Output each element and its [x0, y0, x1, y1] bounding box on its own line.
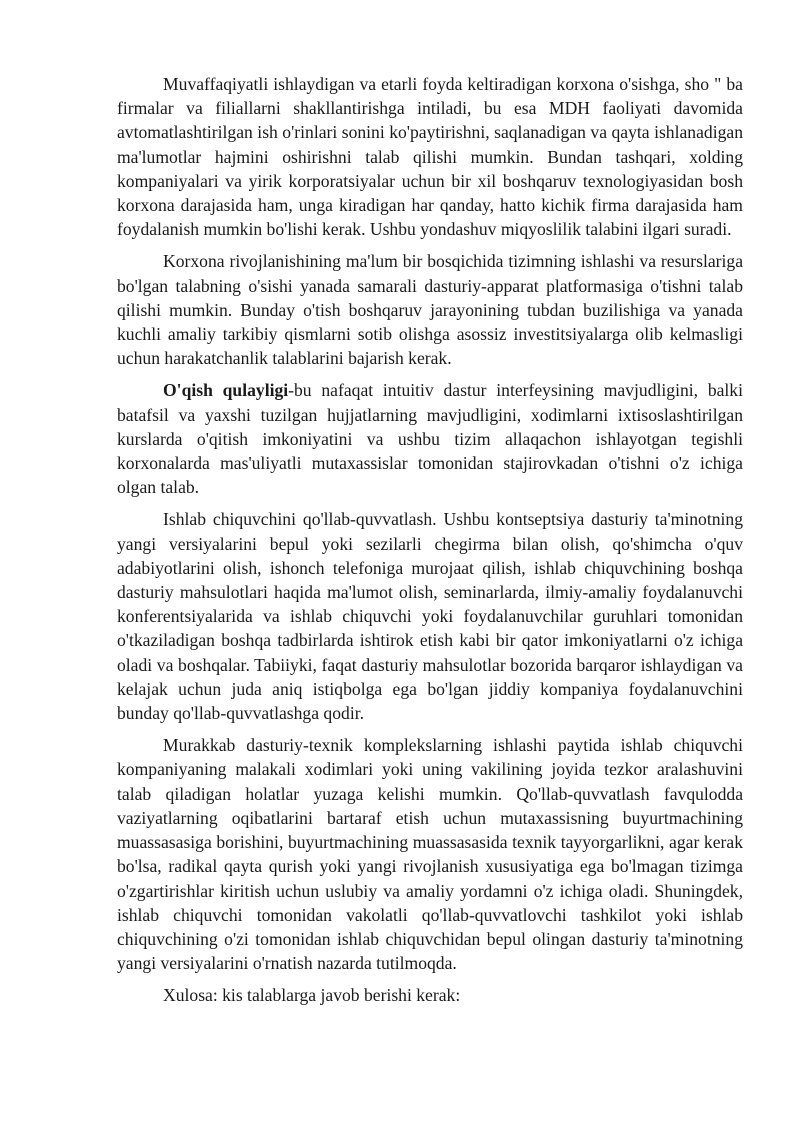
paragraph-onsite-support: Murakkab dasturiy-texnik komplekslarning ishlashi paytida ishlab chiquvchi kompaniyaning malakali xodimlari yoki uning vakilining joyida tezkor aralashuvini talab qiladigan holatlar yuzaga kelishi mumkin. Qo'llab-quvvatlash favqulodda vaziyatlarning oqibatlarini bartaraf etish uchun mutaxassisning buyurtmachining muassasasiga borishini, buyurtmachining muassasasida texnik tayyorgarlikni, agar kerak bo'lsa, radikal qayta qurish yoki yangi rivojlanish xususiyatiga ega bo'lmagan tizimga o'zgartirishlar kiritish uchun uslubiy va amaliy yordamni o'z ichiga oladi. Shuningdek, ishlab chiquvchi tomonidan vakolatli qo'llab-quvvatlovchi tashkilot yoki ishlab chiquvchining o'zi tomonidan ishlab chiquvchidan bepul olingan dasturiy ta'minotning yangi versiyalarini o'rnatish nazarda tutilmoqda.	[117, 735, 743, 974]
term-ease-of-learning: O'qish qulayligi	[163, 380, 289, 401]
document-page	[117, 72, 743, 1016]
paragraph-scalability: Muvaffaqiyatli ishlaydigan va etarli foyda keltiradigan korxona o'sishga, sho " ba firmalar va filiallarni shakllantirishga intiladi, bu esa MDH faoliyati davomida avtomatlashtirilgan ish o'rinlari sonini ko'paytirishni, saqlanadigan va qayta ishlanadigan ma'lumotlar hajmini oshirishni talab qilishi mumkin. Bundan tashqari, xolding kompaniyalari va yirik korporatsiyalar uchun bir xil boshqaruv texnologiyasidan bosh korxona darajasida ham, unga kiradigan har qanday, hatto kichik firma darajasida ham foydalanish mumkin bo'lishi kerak. Ushbu yondashuv miqyoslilik talabini ilgari suradi.	[117, 74, 743, 240]
paragraph-conclusion: Xulosa: kis talablarga javob berishi kerak:	[163, 985, 461, 1006]
paragraph-mobility: Korxona rivojlanishining ma'lum bir bosqichida tizimning ishlashi va resurslariga bo'lgan talabning o'sishi yanada samarali dasturiy-apparat platformasiga o'tishni talab qilishi mumkin. Bunday o'tish boshqaruv jarayonining tubdan buzilishiga va yanada kuchli amaliy tarkibiy qismlarni sotib olishga asossiz investitsiyalarga olib kelmasligi uchun harakatchanlik talablarini bajarish kerak.	[117, 251, 743, 369]
paragraph-ease-of-learning	[117, 378, 743, 499]
paragraph-developer-support: Ishlab chiquvchini qo'llab-quvvatlash. Ushbu kontseptsiya dasturiy ta'minotning yangi versiyalarini bepul yoki sezilarli chegirma bilan olish, qo'shimcha o'quv adabiyotlarini olish, ishonch telefoniga murojaat qilish, ishlab chiquvchining boshqa dasturiy mahsulotlari haqida ma'lumot olish, seminarlarda, ilmiy-amaliy foydalanuvchi konferentsiyalarida va ishlab chiquvchi yoki foydalanuvchilar guruhlari tomonidan o'tkaziladigan boshqa tadbirlarda ishtirok etish kabi bir qator imkoniyatlarni o'z ichiga oladi va boshqalar. Tabiiyki, faqat dasturiy mahsulotlar bozorida barqaror ishlaydigan va kelajak uchun juda aniq istiqbolga ega bo'lgan jiddiy kompaniya foydalanuvchini bunday qo'llab-quvvatlashga qodir.	[117, 509, 743, 724]
paragraph-ease-of-learning-body: -bu nafaqat intuitiv dastur interfeysining mavjudligini, balki batafsil va yaxshi tuzilgan hujjatlarning mavjudligini, xodimlarni ixtisoslashtirilgan kurslarda o'qitish imkoniyatini va ushbu tizim allaqachon ishlayotgan tegishli korxonalarda mas'uliyatli mutaxassislar tomonidan stajirovkadan o'tishni o'z ichiga olgan talab.	[117, 380, 743, 498]
